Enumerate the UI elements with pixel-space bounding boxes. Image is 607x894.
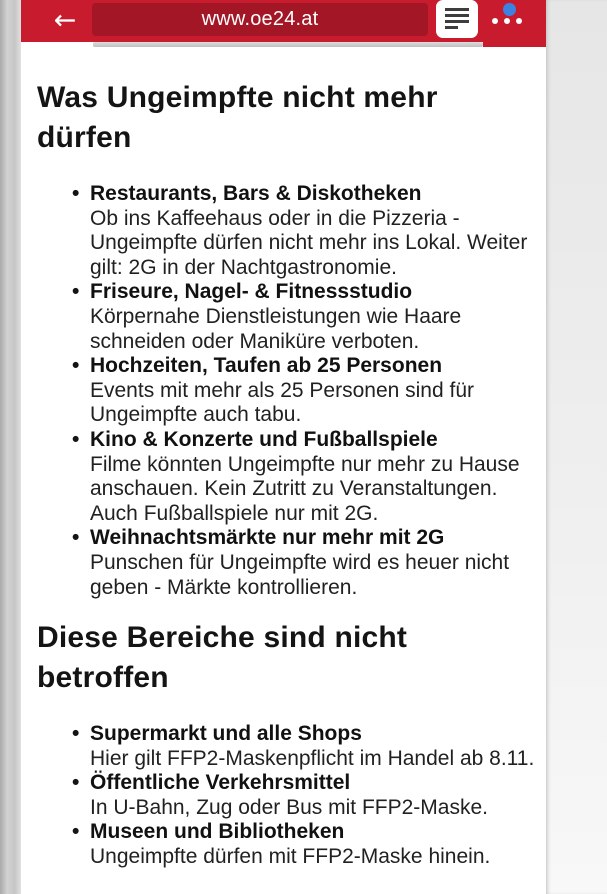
list-item-title: • Öffentliche Verkehrsmittel xyxy=(90,771,351,795)
list-item xyxy=(90,820,547,869)
notification-blue-dot xyxy=(503,3,516,16)
bullet-list xyxy=(37,182,547,600)
list-item-title: • Weihnachtsmärkte nur mehr mit 2G xyxy=(90,526,445,550)
page-header-remnant xyxy=(483,42,546,47)
three-dots-icon xyxy=(504,18,510,24)
list-item xyxy=(90,182,547,280)
list-item-body: Ungeimpfte dürfen mit FFP2-Maske hinein. xyxy=(90,845,491,869)
arrow-left-icon: ← xyxy=(53,5,77,36)
list-item-body: Punschen für Ungeimpfte wird es heuer nicht geben - Märkte kontrollieren. xyxy=(90,550,510,599)
list-item xyxy=(90,354,547,428)
list-item-body: Filme könnten Ungeimpfte nur mehr zu Hause anschauen. Kein Zutritt zu Veranstaltungen. Auch Fußballspiele nur mit 2G. xyxy=(90,452,520,525)
reader-lines-icon xyxy=(443,4,471,35)
url-text: www.oe24.at xyxy=(201,8,319,30)
back-button[interactable] xyxy=(47,0,83,42)
list-item xyxy=(90,771,547,820)
browser-toolbar xyxy=(21,0,546,42)
list-item-title: • Hochzeiten, Taufen ab 25 Personen xyxy=(90,354,443,378)
list-item-title: • Restaurants, Bars & Diskotheken xyxy=(90,182,422,205)
reader-mode-button[interactable] xyxy=(436,0,478,38)
section-heading: Was Ungeimpfte nicht mehr dürfen xyxy=(37,81,438,154)
list-item-title: • Supermarkt und alle Shops xyxy=(90,722,362,746)
screen-edge-right xyxy=(546,0,607,894)
list-item-body: Körpernahe Dienstleistungen wie Haare schneiden oder Maniküre verboten. xyxy=(90,304,462,353)
list-item-title: • Friseure, Nagel- & Fitnessstudio xyxy=(90,280,413,304)
screen-edge-left xyxy=(0,0,21,894)
page-divider-line xyxy=(93,42,483,47)
list-item xyxy=(90,722,547,771)
bullet-list xyxy=(37,722,547,870)
list-item xyxy=(90,526,547,600)
list-item-body: In U-Bahn, Zug oder Bus mit FFP2-Maske. xyxy=(90,795,488,819)
list-item xyxy=(90,428,547,526)
article xyxy=(37,60,547,870)
three-dots-icon xyxy=(516,18,522,24)
list-item-title: • Kino & Konzerte und Fußballspiele xyxy=(90,427,438,451)
list-item-body: Ob ins Kaffeehaus oder in die Pizzeria - Ungeimpfte dürfen nicht mehr ins Lokal. Weiter gilt: 2G in der Nachtgastronomie. xyxy=(90,206,528,279)
section-heading: Diese Bereiche sind nicht betroffen xyxy=(37,621,408,695)
list-item-title: • Museen und Bibliotheken xyxy=(90,820,345,844)
list-item-body: Hier gilt FFP2-Maskenpflicht im Handel ab 8.11. xyxy=(90,746,535,770)
url-bar[interactable] xyxy=(92,3,428,36)
list-item xyxy=(90,280,547,354)
three-dots-icon xyxy=(492,18,498,24)
list-item-body: Events mit mehr als 25 Personen sind für Ungeimpfte auch tabu. xyxy=(90,378,475,427)
